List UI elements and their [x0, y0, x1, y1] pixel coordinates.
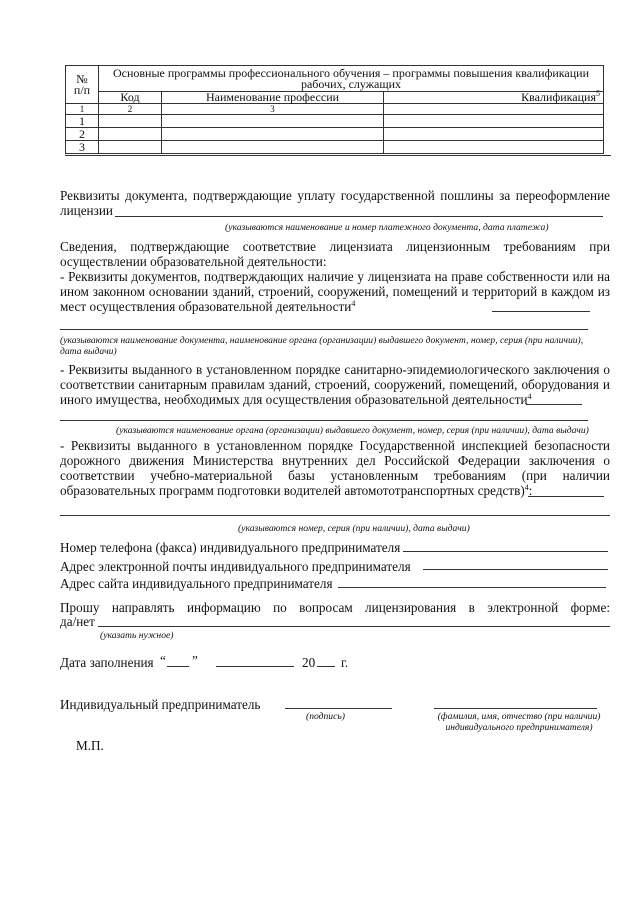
compliance-item-1: - Реквизиты документов, подтверждающих наличие у лицензиата на праве собственности или на ином законном основании зданий, строений, сооружений, помещений и территорий в каждом из мест осуществления образовательной деятельности$^4$	[60, 269, 610, 314]
table-cell[interactable]	[99, 115, 162, 128]
stamp-label: М.П.	[76, 738, 104, 753]
name-note: (фамилия, имя, отчество (при наличии) индивидуального предпринимателя)	[437, 711, 601, 733]
table-header-qual: Квалификация$^5$	[384, 92, 604, 104]
phone-label: Номер телефона (факса) индивидуального предпринимателя	[60, 540, 401, 555]
date-quote-open: “	[160, 653, 166, 668]
table-cell: 3	[162, 104, 384, 115]
name-field[interactable]	[434, 708, 597, 709]
item2-note: (указываются наименование органа (организации) выдавшего документ, номер, серия (при наличии), дата выдачи)	[116, 425, 589, 436]
table-header-code: Код	[99, 92, 162, 104]
electronic-text: Прошу направлять информацию по вопросам лицензирования в электронной форме:	[60, 600, 610, 615]
table-index-row	[66, 104, 604, 115]
table-cell[interactable]	[384, 141, 604, 154]
table-cell: 2	[66, 128, 99, 141]
item3-note: (указываются номер, серия (при наличии), дата выдачи)	[238, 523, 470, 534]
compliance-item-3: - Реквизиты выданного в установленном порядке Государственной инспекцией безопасности дорожного движения Министерства внутренних дел Российской Федерации заключения о соответствии учебно-материальной базы установленным требованиям (при наличии образовательных программ подготовки водителей автомототранспортных средств)$^4$:	[60, 438, 610, 498]
table-cell[interactable]	[384, 115, 604, 128]
electronic-note: (указать нужное)	[100, 630, 174, 641]
date-month-field[interactable]	[216, 666, 294, 667]
item2-field-inline[interactable]	[526, 404, 582, 405]
table-cell: 3	[66, 141, 99, 154]
programs-table	[65, 65, 604, 154]
signature-field[interactable]	[285, 708, 392, 709]
table-cell[interactable]	[162, 128, 384, 141]
table-header-name: Наименование профессии	[162, 92, 384, 104]
phone-field[interactable]	[403, 551, 608, 552]
table-bottom-rule	[65, 155, 611, 156]
electronic-text-2: да/нет	[60, 614, 95, 629]
date-label: Дата заполнения	[60, 655, 154, 670]
item1-note: (указываются наименование документа, наименование органа (организации) выдавшего документ, номер, серия (при наличии), дата выдачи)	[60, 335, 584, 357]
site-field[interactable]	[338, 587, 606, 588]
date-year-prefix: 20	[302, 655, 316, 670]
table-cell: 2	[99, 104, 162, 115]
electronic-field[interactable]	[98, 626, 610, 627]
table-cell[interactable]	[162, 141, 384, 154]
email-field[interactable]	[423, 569, 608, 570]
item1-field[interactable]	[60, 329, 588, 330]
table-cell[interactable]	[384, 128, 604, 141]
fee-note: (указываются наименование и номер платежного документа, дата платежа)	[225, 222, 549, 233]
table-cell: 1	[66, 104, 99, 115]
compliance-item-2: - Реквизиты выданного в установленном порядке санитарно-эпидемиологического заключения о соответствии санитарным правилам зданий, строений, сооружений, помещений, оборудования и иного имущества, необходимых для осуществления образовательной деятельности$^4$	[60, 362, 610, 407]
item2-field[interactable]	[60, 420, 588, 421]
table-cell[interactable]	[162, 115, 384, 128]
table-cell[interactable]	[99, 141, 162, 154]
table-row	[66, 128, 604, 141]
table-cell	[384, 104, 604, 115]
date-year-suffix: г.	[341, 655, 349, 670]
date-year-field[interactable]	[317, 666, 335, 667]
compliance-text: Сведения, подтверждающие соответствие лицензиата лицензионным требованиям при осуществлении образовательной деятельности:	[60, 239, 610, 269]
fee-text: Реквизиты документа, подтверждающие уплату государственной пошлины за переоформление	[60, 188, 610, 203]
table-row	[66, 115, 604, 128]
item1-field-inline[interactable]	[492, 311, 590, 312]
date-quote-close: ”	[192, 653, 198, 668]
signature-note: (подпись)	[306, 711, 345, 722]
table-cell[interactable]	[99, 128, 162, 141]
signature-label: Индивидуальный предприниматель	[60, 697, 261, 712]
table-cell: 1	[66, 115, 99, 128]
item3-field-inline[interactable]	[528, 496, 604, 497]
table-row	[66, 141, 604, 154]
site-label: Адрес сайта индивидуального предпринимателя	[60, 576, 333, 591]
date-day-field[interactable]	[167, 666, 189, 667]
email-label: Адрес электронной почты индивидуального предпринимателя	[60, 559, 411, 574]
fee-text-2: лицензии	[60, 203, 113, 218]
table-header-num: № п/п	[66, 66, 99, 104]
fee-field[interactable]	[115, 216, 603, 217]
table-header-main: Основные программы профессионального обучения – программы повышения квалификации рабочих, служащих	[99, 66, 604, 92]
item3-field[interactable]	[60, 515, 610, 516]
